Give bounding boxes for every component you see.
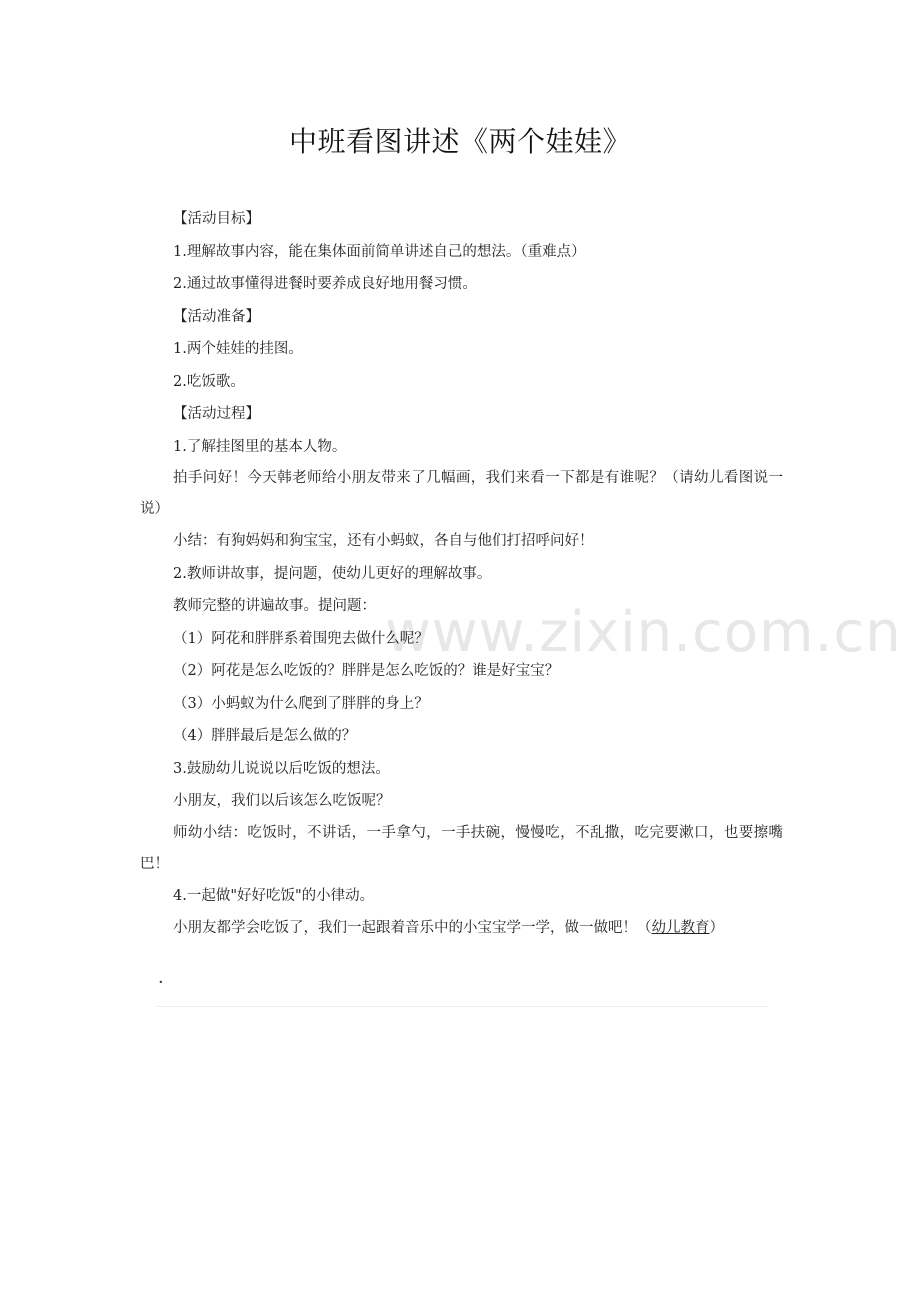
goal-item-2: 2.通过故事懂得进餐时要养成良好地用餐习惯。: [173, 276, 477, 292]
process-step-2: 2.教师讲故事，提问题，使幼儿更好的理解故事。: [173, 565, 492, 582]
divider: [156, 1006, 768, 1007]
closing-paragraph: [140, 912, 783, 945]
preparation-item-1: 1.两个娃娃的挂图。: [173, 341, 303, 357]
question-item-2: （2）阿花是怎么吃饭的？胖胖是怎么吃饭的？谁是好宝宝？: [173, 663, 560, 679]
question-item-4: （4）胖胖最后是怎么做的？: [173, 728, 357, 744]
section-heading-goals: 【活动目标】: [173, 211, 260, 227]
process-summary: 师幼小结：吃饭时，不讲话，一手拿勺，一手扶碗，慢慢吃，不乱撒，吃完要漱口，也要擦嘴巴！: [140, 824, 783, 872]
goal-item-1: 1.理解故事内容，能在集体面前简单讲述自己的想法。（重难点）: [173, 243, 586, 260]
category-link[interactable]: 幼儿教育: [651, 920, 710, 936]
preparation-item-2: 2.吃饭歌。: [173, 373, 245, 390]
question-item-3: （3）小蚂蚁为什么爬到了胖胖的身上？: [173, 695, 429, 712]
closing-bracket: ）: [709, 920, 724, 936]
process-step-4: 4.一起做"好好吃饭"的小律动。: [173, 887, 375, 904]
process-paragraph: 教师完整的讲遍故事。提问题：: [173, 598, 376, 614]
process-step-3: 3.鼓励幼儿说说以后吃饭的想法。: [173, 760, 390, 777]
watermark: www.zixin.com.cn: [385, 600, 902, 665]
document-title: 中班看图讲述《两个娃娃》: [288, 125, 631, 158]
process-summary: 小结：有狗妈妈和狗宝宝，还有小蚂蚁，各自与他们打招呼问好！: [173, 533, 594, 549]
question-item-1: （1）阿花和胖胖系着围兜去做什么呢？: [173, 630, 429, 647]
process-paragraph: 拍手问好！今天韩老师给小朋友带来了几幅画，我们来看一下都是有谁呢？（请幼儿看图说一说）: [140, 470, 783, 517]
closing-text: 小朋友都学会吃饭了，我们一起跟着音乐中的小宝宝学一学，做一做吧！（: [173, 920, 652, 936]
document-body: [140, 203, 783, 945]
footer-dot: ·: [158, 972, 164, 993]
process-paragraph: 小朋友，我们以后该怎么吃饭呢？: [173, 793, 391, 809]
section-heading-preparation: 【活动准备】: [173, 308, 260, 325]
section-heading-process: 【活动过程】: [173, 406, 260, 422]
process-step-1: 1.了解挂图里的基本人物。: [173, 438, 347, 455]
